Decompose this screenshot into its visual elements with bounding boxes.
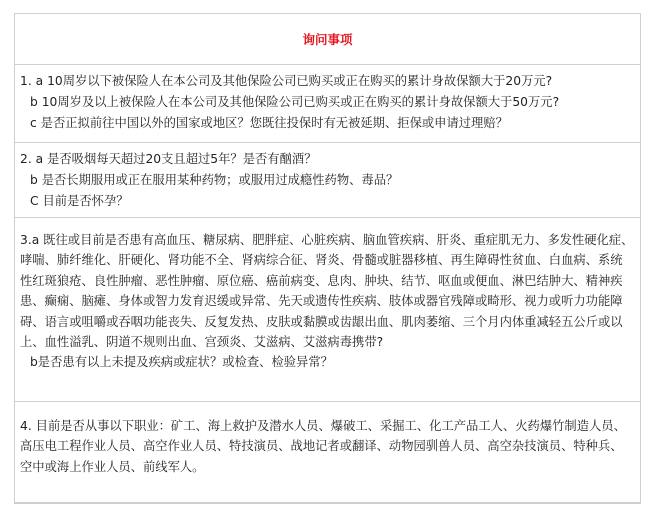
table-header (15, 14, 640, 65)
section-3-item-b: b是否患有以上未提及疾病或症状？或检查、检验异常？ (30, 355, 333, 370)
section-2 (15, 143, 640, 218)
section-4-occupations: 4. 目前是否从事以下职业：矿工、海上救护及潜水人员、爆破工、采掘工、化工产品工人、火药爆竹制造人员、高压电工程作业人员、高空作业人员、特技演员、战地记者或翻译、动物园驯兽人员、高空杂技演员、特种兵、空中或海上作业人员、前线军人。 (20, 419, 626, 474)
section-2-item-a: 2. a 是否吸烟每天超过20支且超过5年？是否有酗酒？ (20, 152, 317, 166)
section-3 (15, 218, 640, 402)
section-1-item-a: 1. a 10周岁以下被保险人在本公司及其他保险公司已购买或正在购买的累计身故保额大于20万元? (20, 74, 553, 88)
section-1-item-b: b 10周岁及以上被保险人在本公司及其他保险公司已购买或正在购买的累计身故保额大于50万元? (30, 95, 560, 109)
section-1-item-c: c 是否正拟前往中国以外的国家或地区？您既往投保时有无被延期、拒保或申请过理赔？ (30, 116, 508, 130)
table-title: 询问事项 (302, 32, 353, 47)
section-3-item-a: 3.a 既往或目前是否患有高血压、糖尿病、肥胖症、心脏疾病、脑血管疾病、肝炎、重症肌无力、多发性硬化症、哮喘、肺纤维化、肝硬化、肾功能不全、肾病综合征、肾炎、骨髓或脏器移植、再生障碍性贫血、白血病、系统性红斑狼疮、良性肿瘤、恶性肿瘤、原位癌、癌前病变、息肉、肿块、结节、呕血或便血、淋巴结肿大、精神疾患、癫痫、脑瘫、身体或智力发育迟缓或异常、先天或遗传性疾病、肢体或器官残障或畸形、视力或听力功能障碍、语言或咀嚼或吞咽功能丧失、反复发热、皮肤或黏膜或齿龈出血、肌肉萎缩、三个月内体重减轻五公斤或以上、血性溢乳、阴道不规则出血、宫颈炎、艾滋病、艾滋病毒携带? (20, 233, 634, 350)
section-1 (15, 65, 640, 143)
section-2-item-b: b 是否长期服用或正在服用某种药物；或服用过成瘾性药物、毒品？ (30, 173, 399, 187)
inquiry-table (14, 13, 641, 504)
section-4 (15, 402, 640, 503)
table-footer-strip (14, 490, 641, 503)
section-2-item-c: C 目前是否怀孕？ (30, 194, 129, 208)
